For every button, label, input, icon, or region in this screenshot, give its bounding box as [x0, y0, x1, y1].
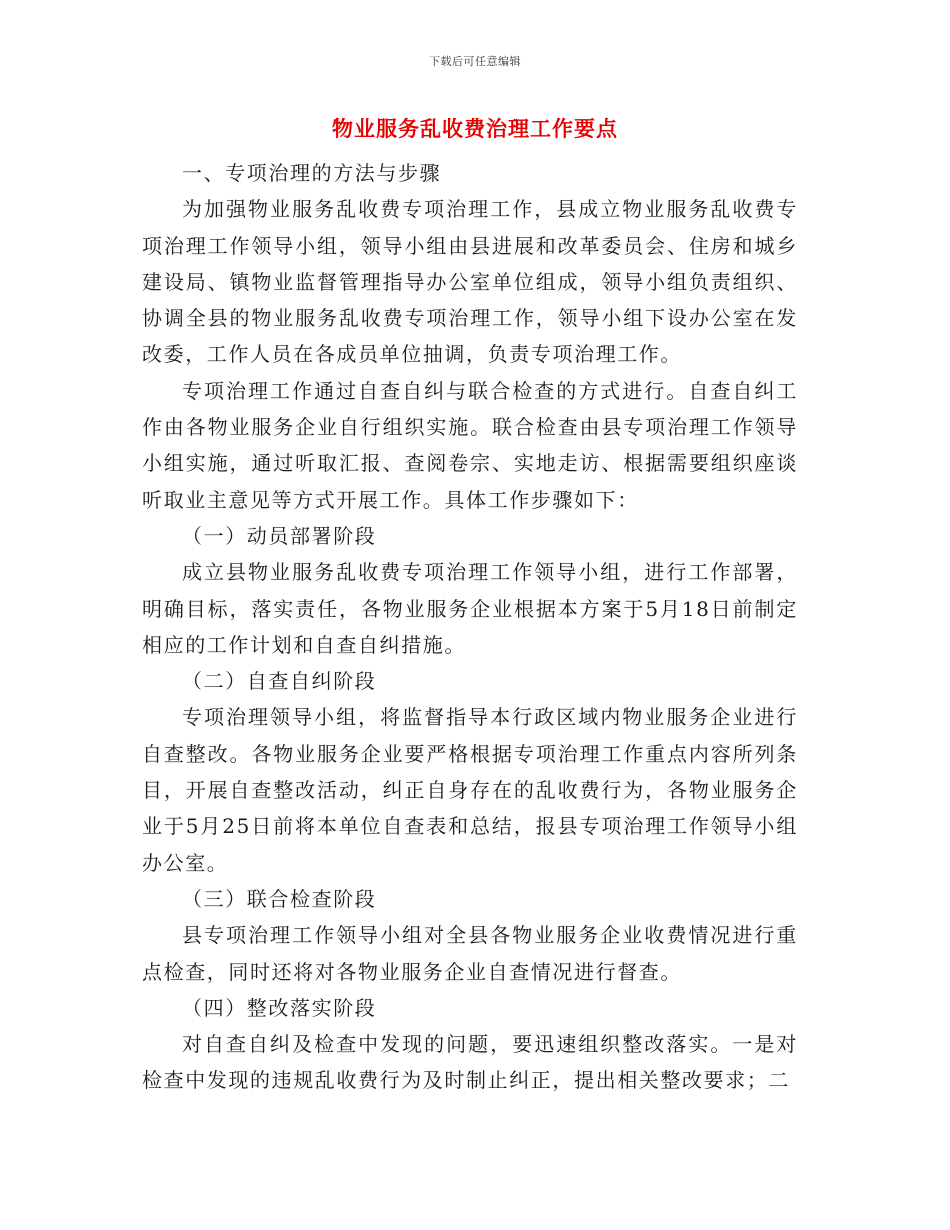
- paragraph-joint-inspection: 县专项治理工作领导小组对全县各物业服务企业收费情况进行重点检查，同时还将对各物业服务企业自查情况进行督查。: [142, 923, 798, 984]
- paragraph-self-inspection: 专项治理领导小组，将监督指导本行政区域内物业服务企业进行自查整改。各物业服务企业要严格根据专项治理工作重点内容所列条目，开展自查整改活动，纠正自身存在的乱收费行为，各物业服务企业于5月25日前将本单位自查表和总结，报县专项治理工作领导小组办公室。: [142, 705, 798, 875]
- document-title: 物业服务乱收费治理工作要点: [332, 116, 618, 141]
- paragraph-mobilization: 成立县物业服务乱收费专项治理工作领导小组，进行工作部署，明确目标，落实责任，各物业服务企业根据本方案于5月18日前制定相应的工作计划和自查自纠措施。: [142, 560, 798, 657]
- subheading-rectification: （四）整改落实阶段: [182, 995, 377, 1020]
- subheading-mobilization: （一）动员部署阶段: [182, 523, 377, 548]
- subheading-joint-inspection: （三）联合检查阶段: [182, 886, 377, 911]
- document-body: [142, 155, 798, 1099]
- paragraph-rectification: 对自查自纠及检查中发现的问题，要迅速组织整改落实。一是对检查中发现的违规乱收费行为及时制止纠正，提出相关整改要求；二: [142, 1032, 798, 1093]
- subheading-self-inspection: （二）自查自纠阶段: [182, 669, 377, 694]
- section-heading-methods: 一、专项治理的方法与步骤: [182, 161, 442, 185]
- paragraph-inspection-method: 专项治理工作通过自查自纠与联合检查的方式进行。自查自纠工作由各物业服务企业自行组织实施。联合检查由县专项治理工作领导小组实施，通过听取汇报、查阅卷宗、实地走访、根据需要组织座谈听取业主意见等方式开展工作。具体工作步骤如下：: [142, 378, 798, 512]
- paragraph-leading-group: 为加强物业服务乱收费专项治理工作，县成立物业服务乱收费专项治理工作领导小组，领导小组由县进展和改革委员会、住房和城乡建设局、镇物业监督管理指导办公室单位组成，领导小组负责组织、协调全县的物业服务乱收费专项治理工作，领导小组下设办公室在发改委，工作人员在各成员单位抽调，负责专项治理工作。: [142, 197, 798, 367]
- page-header-note: 下载后可任意编辑: [429, 55, 521, 68]
